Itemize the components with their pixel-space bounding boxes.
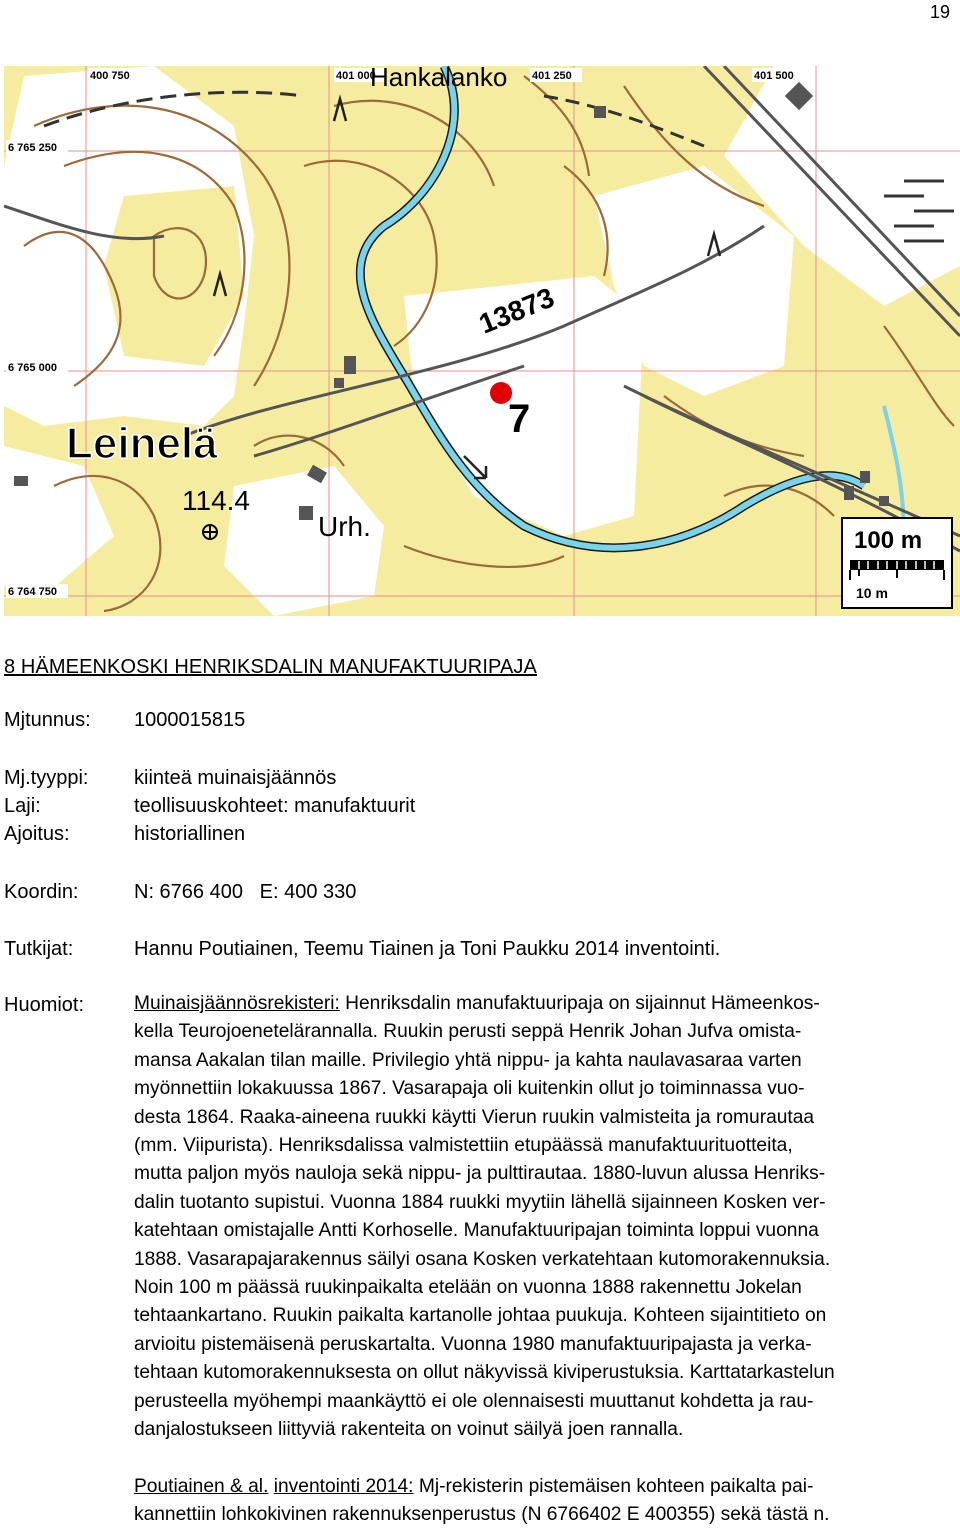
- tyyppi-label: Mj.tyyppi:: [4, 767, 89, 789]
- register-line: dalin tuotanto supistui. Vuonna 1884 ruukki myytiin lähellä sijainneen Kosken ver-: [134, 1191, 826, 1213]
- register-line: tehtaankartano. Ruukin paikalta kartanolle johtaa puukuja. Kohteen sijaintitieto on: [134, 1305, 827, 1327]
- inventory-line: kannettiin lohkokivinen rakennuksenperustus (N 6766402 E 400355) sekä tästä n.: [134, 1503, 830, 1525]
- inventory-label-year: inventointi 2014:: [273, 1475, 414, 1497]
- register-paragraph: [134, 990, 946, 1445]
- tyyppi-value: kiinteä muinaisjäännös: [134, 767, 337, 789]
- register-line: kella Teurojoenetelärannalla. Ruukin perusti seppä Henrik Johan Jufva omista-: [134, 1021, 802, 1043]
- place-name-leinela: Leinelä: [66, 419, 218, 468]
- inventory-line: Mj-rekisterin pistemäisen kohteen paikalta pai-: [413, 1475, 814, 1497]
- coord-label-6764750: 6 764 750: [8, 586, 57, 598]
- page-number: 19: [929, 2, 950, 22]
- coord-label-401000: 401 000: [336, 70, 376, 82]
- elevation-label: 114.4: [182, 485, 250, 516]
- notes-body: [134, 990, 946, 1529]
- register-line: (mm. Viipurista). Henriksdalissa valmistettiin etupäässä manufaktuurituotteita,: [134, 1135, 793, 1157]
- register-line: desta 1864. Raaka-aineena ruukki käytti Vierun ruukin valmisteita ja romurautaa: [134, 1106, 815, 1128]
- site-title: 8 HÄMEENKOSKI HENRIKSDALIN MANUFAKTUURIPAJA: [4, 656, 537, 678]
- koordin-label: Koordin:: [4, 881, 79, 903]
- register-line: danjalostukseen liittyviä rakenteita on voinut säilyä joen rannalla.: [134, 1419, 684, 1441]
- register-line: mansa Aakalan tilan maille. Privilegio yhtä nippu- ja kahta naulavasaraa varten: [134, 1049, 802, 1071]
- laji-label: Laji:: [4, 795, 41, 817]
- inventory-paragraph: [134, 1473, 946, 1530]
- register-line: myönnettiin lokakuussa 1867. Vasarapaja oli kuitenkin ollut jo toiminnassa vuo-: [134, 1078, 805, 1100]
- coord-label-6765000: 6 765 000: [8, 362, 57, 374]
- scale-bar: [842, 518, 952, 608]
- benchmark-icon: [203, 525, 217, 539]
- topographic-map: [4, 66, 960, 616]
- laji-value: teollisuuskohteet: manufaktuurit: [134, 795, 416, 817]
- register-line: mutta paljon myös nauloja sekä nippu- ja pulttirautaa. 1880-luvun alussa Henriks-: [134, 1163, 826, 1185]
- register-line: 1888. Vasarapajarakennus säilyi osana Kosken verkatehtaan kutomorakennuksia.: [134, 1248, 831, 1270]
- inventory-label-authors: Poutiainen & al.: [134, 1475, 269, 1497]
- place-name-hankalanko: Hankalanko: [370, 66, 508, 92]
- site-number-label: 7: [508, 397, 531, 441]
- scale-major-label: 100 m: [854, 527, 923, 554]
- register-line: perusteella myöhempi maankäyttö ei ole olennaisesti muuttanut kohdetta ja rau-: [134, 1390, 814, 1412]
- ajoitus-label: Ajoitus:: [4, 823, 70, 845]
- koordin-value: N: 6766 400 E: 400 330: [134, 881, 357, 903]
- register-label: Muinaisjäännösrekisteri:: [134, 993, 340, 1014]
- abbrev-label: Urh.: [318, 511, 371, 542]
- tutkijat-label: Tutkijat:: [4, 938, 74, 960]
- coord-label-401500: 401 500: [754, 70, 794, 82]
- coord-label-400750: 400 750: [90, 70, 130, 82]
- mjtunnus-label: Mjtunnus:: [4, 709, 91, 731]
- register-line: Noin 100 m päässä ruukinpaikalta etelään on vuonna 1888 rakennettu Jokelan: [134, 1277, 802, 1299]
- ajoitus-value: historiallinen: [134, 823, 246, 845]
- register-line: katehtaan omistajalle Antti Korhoselle. Manufaktuuripajan toiminta loppui vuonna: [134, 1220, 819, 1242]
- coord-label-401250: 401 250: [532, 70, 572, 82]
- register-line: tehtaan kutomorakennuksesta on ollut näkyvissä kiviperustuksia. Karttatarkastelun: [134, 1362, 835, 1384]
- register-line: Henriksdalin manufaktuuripaja on sijainnut Hämeenkos-: [339, 993, 820, 1014]
- mjtunnus-value: 1000015815: [134, 709, 246, 731]
- register-line: arvioitu pistemäisenä peruskartalta. Vuonna 1980 manufaktuuripajasta ja verka-: [134, 1333, 812, 1355]
- scale-minor-label: 10 m: [856, 585, 888, 601]
- road-number-label: 13873: [474, 281, 559, 340]
- tutkijat-value: Hannu Poutiainen, Teemu Tiainen ja Toni Paukku 2014 inventointi.: [134, 938, 721, 960]
- huomiot-label: Huomiot:: [4, 994, 85, 1016]
- coord-label-6765250: 6 765 250: [8, 142, 57, 154]
